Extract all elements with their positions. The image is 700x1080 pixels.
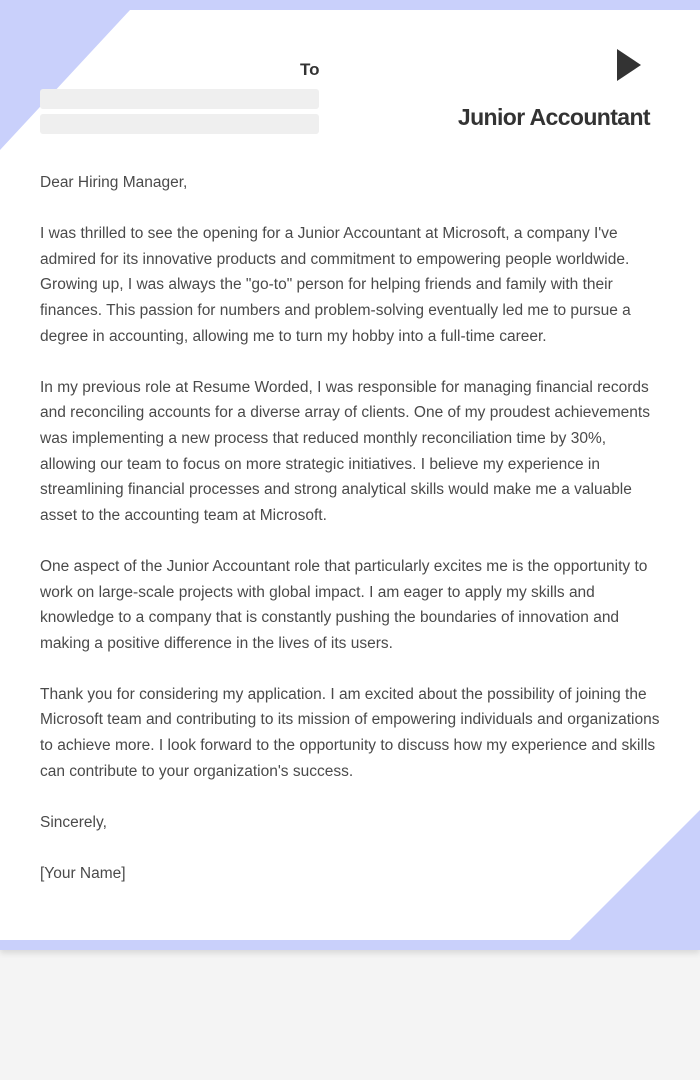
letter-greeting: Dear Hiring Manager, (40, 174, 188, 191)
letter-signature: [Your Name] (40, 865, 126, 883)
letter-closing: Sincerely, (40, 813, 107, 831)
play-icon (617, 49, 641, 81)
letter-paragraph-2: In my previous role at Resume Worded, I was responsible for managing financial records and reconciling accounts for a diverse array of clients. One of my proudest achievements was implementing a new process that reduced monthly reconciliation time by 30%, allowing our team to focus on more strategic initiatives. I believe my experience in streamlining financial processes and strong analytical skills would make me a valuable asset to the accounting team at Microsoft. (40, 378, 650, 524)
recipient-label: To (300, 60, 320, 79)
recipient-placeholder-line-2 (40, 114, 319, 134)
job-title: Junior Accountant (457, 104, 650, 130)
letter-paragraph-4: Thank you for considering my application. I am excited about the possibility of joining the Microsoft team and contributing to its mission of empowering individuals and organizations to achieve more. I look forward to the opportunity to discuss how my experience and skills can contribute to your organization's success. (40, 685, 660, 780)
letter-body (40, 170, 662, 887)
recipient-placeholder-line-1 (40, 89, 319, 109)
letter-paragraph-3: One aspect of the Junior Accountant role that particularly excites me is the opportunity to work on large-scale projects with global impact. I am eager to apply my skills and knowledge to a company that is constantly pushing the boundaries of innovation and making a positive difference in the lives of its users. (40, 557, 648, 652)
letter-paragraph-1: I was thrilled to see the opening for a Junior Accountant at Microsoft, a company I've admired for its innovative products and commitment to empowering people worldwide. Growing up, I was always the "go-to" person for helping friends and family with their finances. This passion for numbers and problem-solving eventually led me to pursue a degree in accounting, allowing me to turn my hobby into a full-time career. (40, 225, 631, 345)
